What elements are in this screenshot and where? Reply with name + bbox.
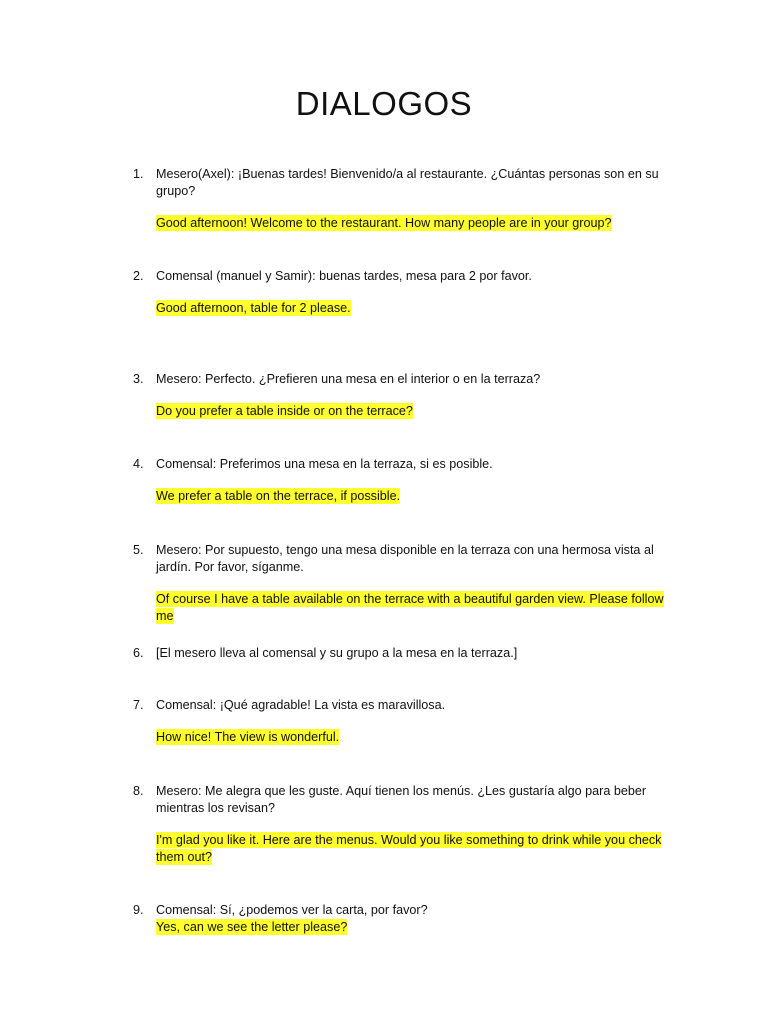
item-number: 2.: [133, 269, 144, 283]
dialog-item-3: [133, 371, 673, 420]
english-translation: I'm glad you like it. Here are the menus. Would you like something to drink while you check them out?: [156, 833, 662, 864]
english-translation: Yes, can we see the letter please?: [156, 920, 348, 934]
spanish-line: Mesero: Perfecto. ¿Prefieren una mesa en el interior o en la terraza?: [156, 372, 541, 386]
item-number: 5.: [133, 543, 144, 557]
english-translation: Good afternoon, table for 2 please.: [156, 301, 351, 315]
item-number: 8.: [133, 784, 144, 798]
dialog-item-5: [133, 542, 673, 625]
dialog-item-9: [133, 902, 673, 936]
english-translation: Of course I have a table available on the terrace with a beautiful garden view. Please follow me: [156, 592, 664, 623]
item-number: 4.: [133, 457, 144, 471]
english-translation: How nice! The view is wonderful.: [156, 730, 340, 744]
spanish-line: [El mesero lleva al comensal y su grupo a la mesa en la terraza.]: [156, 646, 518, 660]
dialog-item-6: [133, 645, 673, 662]
item-number: 3.: [133, 372, 144, 386]
dialog-item-1: [133, 166, 673, 232]
english-translation: Do you prefer a table inside or on the terrace?: [156, 404, 413, 418]
spanish-line: Comensal: Sí, ¿podemos ver la carta, por favor?: [156, 903, 428, 917]
item-number: 7.: [133, 698, 144, 712]
item-number: 9.: [133, 903, 144, 917]
spanish-line: Mesero(Axel): ¡Buenas tardes! Bienvenido/a al restaurante. ¿Cuántas personas son en su grupo?: [156, 167, 659, 198]
spanish-line: Comensal: Preferimos una mesa en la terraza, si es posible.: [156, 457, 493, 471]
spanish-line: Comensal: ¡Qué agradable! La vista es maravillosa.: [156, 698, 446, 712]
dialog-item-4: [133, 456, 673, 505]
dialog-item-7: [133, 697, 673, 746]
item-number: 1.: [133, 167, 144, 181]
dialog-item-8: [133, 783, 673, 866]
english-translation: We prefer a table on the terrace, if possible.: [156, 489, 401, 503]
item-number: 6.: [133, 646, 144, 660]
english-translation: Good afternoon! Welcome to the restaurant. How many people are in your group?: [156, 216, 612, 230]
dialog-item-2: [133, 268, 673, 317]
spanish-line: Comensal (manuel y Samir): buenas tardes, mesa para 2 por favor.: [156, 269, 532, 283]
spanish-line: Mesero: Por supuesto, tengo una mesa disponible en la terraza con una hermosa vista al jardín. Por favor, síganme.: [156, 543, 654, 574]
page-title: DIALOGOS: [295, 85, 473, 122]
spanish-line: Mesero: Me alegra que les guste. Aquí tienen los menús. ¿Les gustaría algo para beber mientras los revisan?: [156, 784, 647, 815]
